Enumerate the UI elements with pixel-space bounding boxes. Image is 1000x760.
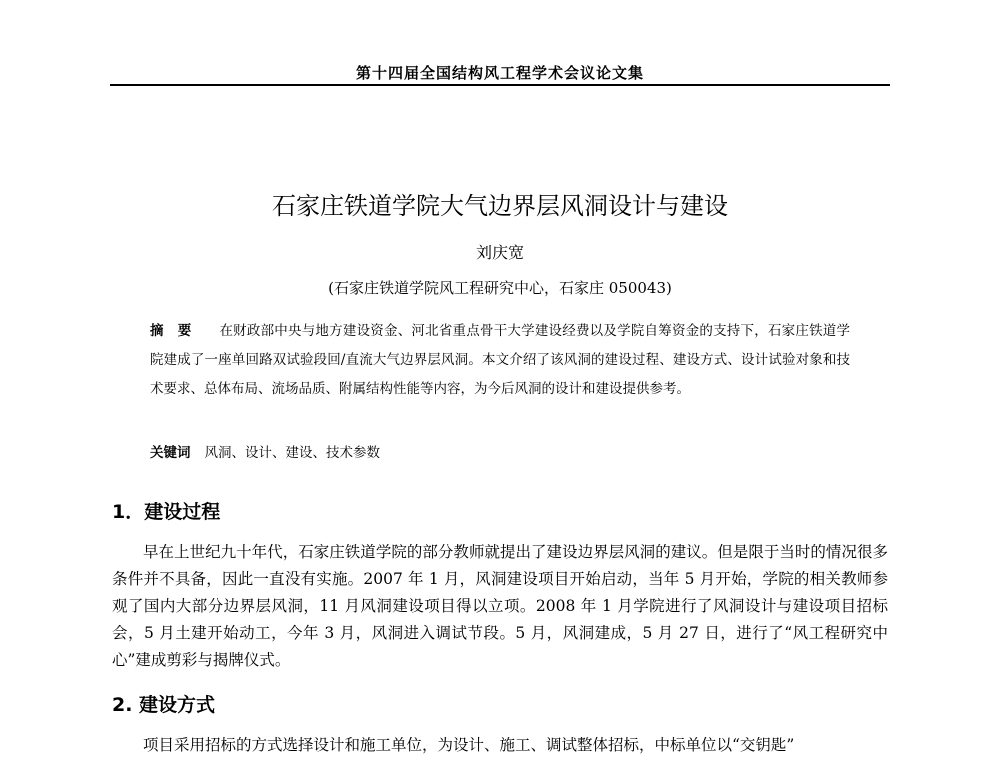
section-heading-1: 1．建设过程: [112, 501, 221, 523]
keywords: [150, 441, 850, 461]
paper-title: 石家庄铁道学院大气边界层风洞设计与建设: [272, 192, 728, 220]
section-heading-2: 2. 建设方式: [112, 694, 216, 716]
affiliation: (石家庄铁道学院风工程研究中心，石家庄 050043): [328, 279, 672, 297]
author-name: 刘庆宽: [475, 243, 524, 262]
abstract: [150, 317, 850, 404]
abstract-text: 在财政部中央与地方建设资金、河北省重点骨干大学建设经费以及学院自筹资金的支持下，石家庄铁道学院建成了一座单回路双试验段回/直流大气边界层风洞。本文介绍了该风洞的建设过程、建设方式、设计试验对象和技术要求、总体布局、流场品质、附属结构性能等内容，为今后风洞的设计和建设提供参考。: [150, 323, 851, 397]
keywords-text: 风洞、设计、建设、技术参数: [204, 445, 380, 461]
section-1-paragraph: 早在上世纪九十年代，石家庄铁道学院的部分教师就提出了建设边界层风洞的建议。但是限于当时的情况很多条件并不具备，因此一直没有实施。2007 年 1 月，风洞建设项目开始启动，当年 5 月开始，学院的相关教师参观了国内大部分边界层风洞，11 月风洞建设项目得以立项。2008 年 1 月学院进行了风洞设计与建设项目招标会，5 月土建开始动工，今年 3 月，风洞进入调试节段。5 月，风洞建成，5 月 27 日，进行了“风工程研究中心”建成剪彩与揭牌仪式。: [112, 543, 888, 669]
running-head: 第十四届全国结构风工程学术会议论文集: [355, 64, 644, 82]
keywords-label: 关键词: [150, 445, 191, 461]
abstract-label: 摘要: [150, 323, 206, 339]
section-2-paragraph: 项目采用招标的方式选择设计和施工单位，为设计、施工、调试整体招标，中标单位以“交钥匙”: [143, 736, 795, 754]
header-rule: [110, 84, 890, 86]
